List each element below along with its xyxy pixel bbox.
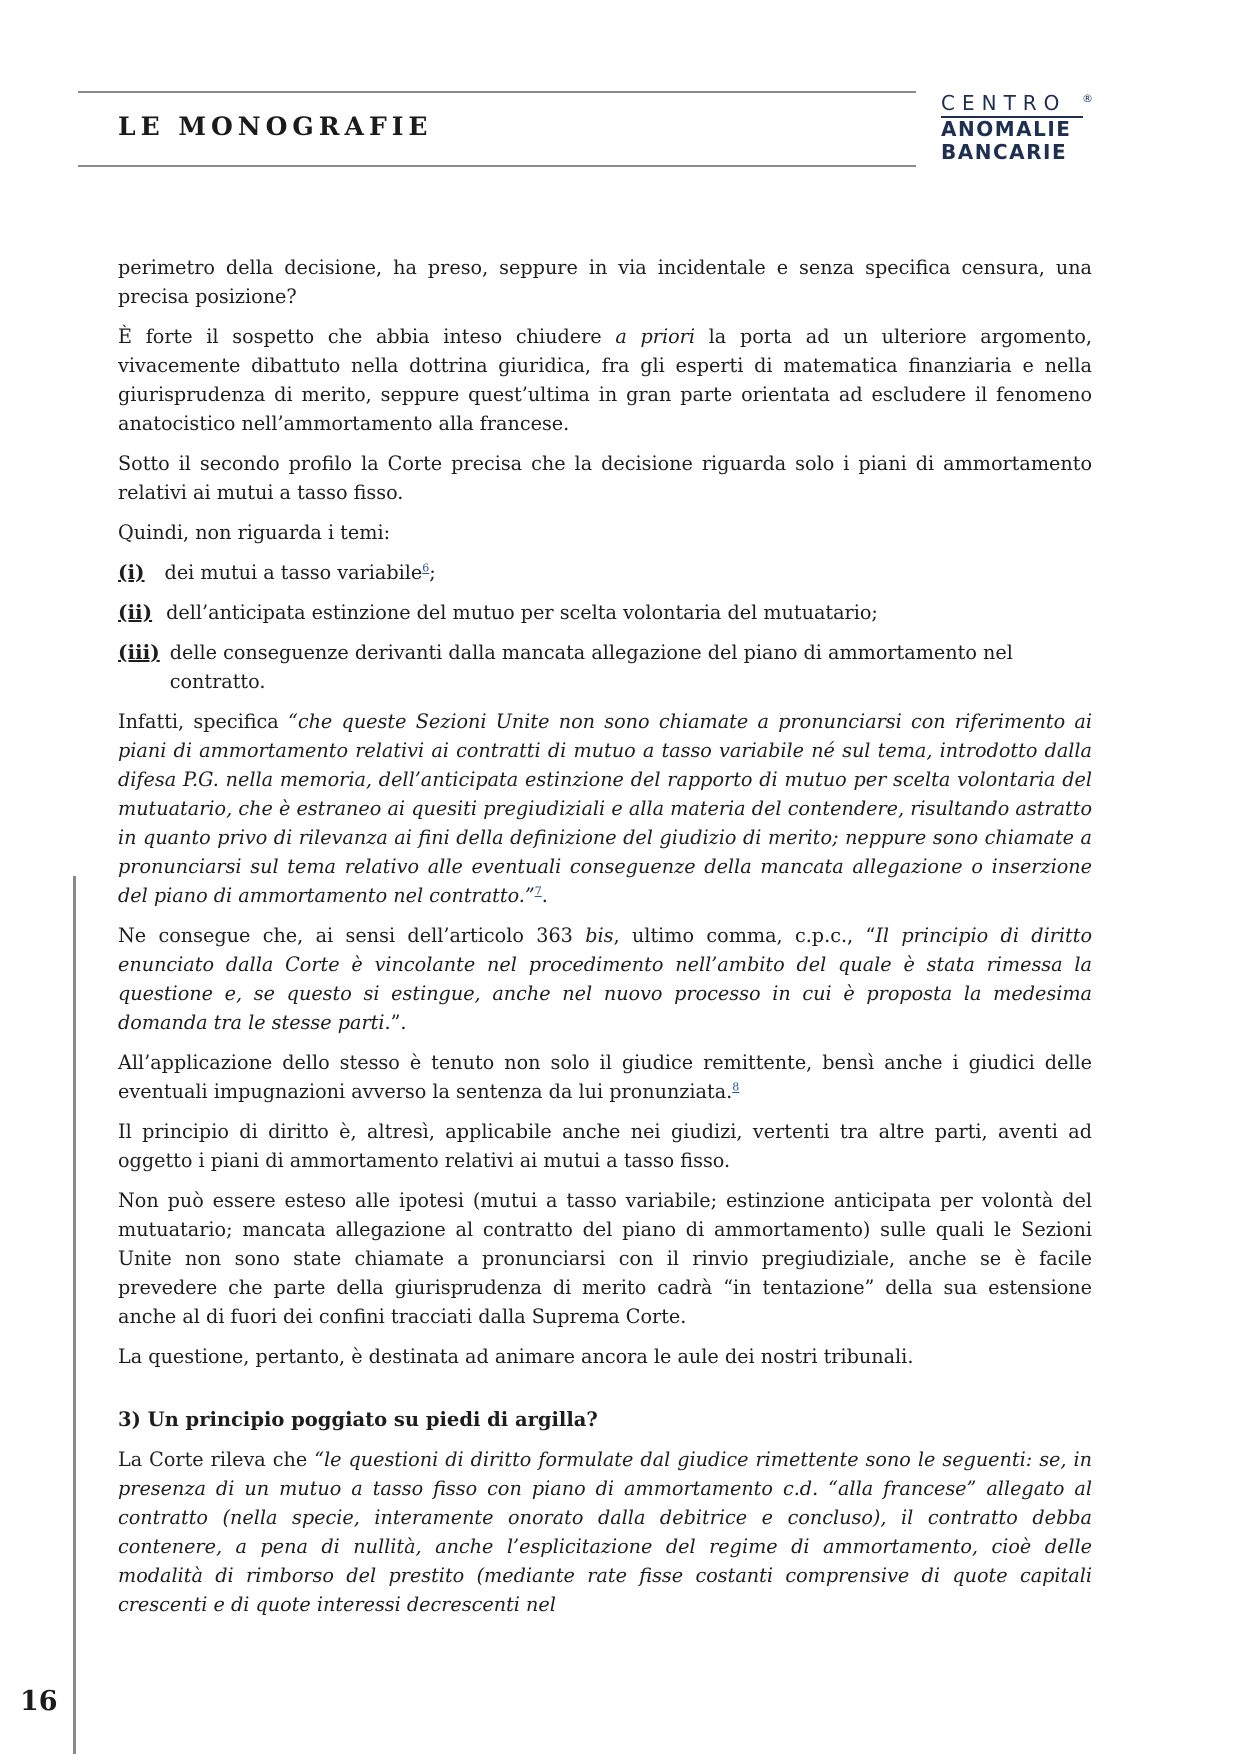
paragraph-2-italic: a priori xyxy=(615,325,695,348)
paragraph-11-quote: “le questioni di diritto formulate dal giudice rimettente sono le seguenti: se, in presenza di un mutuo a tasso fisso con piano di ammortamento c.d. “alla francese” allegato al contratto (nella specie, interamente onorato dalla debitrice e concluso), il contratto debba contenere, a pena di nullità, anche l’esplicitazione del regime di ammortamento, cioè delle modalità di rimborso del prestito (mediante rate fisse costanti comprensive di quote capitali crescenti e di quote interessi decrescenti nel xyxy=(118,1448,1092,1616)
paragraph-2-text-a: È forte il sospetto che abbia inteso chiudere xyxy=(118,325,616,348)
header-top-rule xyxy=(78,91,916,93)
list-marker: (i) xyxy=(118,560,145,584)
paragraph-6-text-b: , ultimo comma, c.p.c., “ xyxy=(613,924,876,947)
paragraph-9: Non può essere esteso alle ipotesi (mutui a tasso variabile; estinzione anticipata per volontà del mutuatario; mancata allegazione al contratto del piano di ammortamento) sulle quali le Sezioni Unite non sono state chiamate a pronunciarsi con il rinvio pregiudiziale, anche se è facile prevedere che parte della giurisprudenza di merito cadrà “in tentazione” della sua estensione anche al di fuori dei confini tracciati dalla Suprema Corte. xyxy=(118,1189,1092,1328)
paragraph-11-text: La Corte rileva che xyxy=(118,1448,315,1471)
paragraph-3: Sotto il secondo profilo la Corte precisa che la decisione riguarda solo i piani di ammortamento relativi ai mutui a tasso fisso. xyxy=(118,452,1092,504)
centro-anomalie-bancarie-logo xyxy=(941,92,1091,164)
paragraph-6-end: ”. xyxy=(390,1011,407,1034)
footnote-link-7[interactable]: 7 xyxy=(534,884,542,898)
paragraph-6-bis: bis xyxy=(585,924,614,947)
registered-mark: ® xyxy=(1082,92,1093,105)
paragraph-11 xyxy=(118,1445,1092,1619)
list-item-iii xyxy=(118,638,1092,696)
paragraph-2-text-b: la porta ad un ulteriore argomento, vivacemente dibattuto nella dottrina giuridica, fra gli esperti di matematica finanziaria e nella giurisprudenza di merito, seppure quest’ultima in gran parte orientata ad escludere il fenomeno anatocistico nell’ammortamento alla francese. xyxy=(118,325,1092,435)
logo-line-anomalie: ANOMALIE xyxy=(941,117,1072,141)
paragraph-1: perimetro della decisione, ha preso, seppure in via incidentale e senza specifica censura, una precisa posizione? xyxy=(118,256,1092,308)
footnote-link-8[interactable]: 8 xyxy=(732,1080,740,1094)
paragraph-8: Il principio di diritto è, altresì, applicabile anche nei giudizi, vertenti tra altre parti, aventi ad oggetto i piani di ammortamento relativi ai mutui a tasso fisso. xyxy=(118,1120,1092,1172)
paragraph-6-text-a: Ne consegue che, ai sensi dell’articolo 363 xyxy=(118,924,586,947)
logo-line-centro xyxy=(941,92,1091,114)
paragraph-5-quote: “che queste Sezioni Unite non sono chiamate a pronunciarsi con riferimento ai piani di ammortamento relativi ai contratti di mutuo a tasso variabile né sul tema, introdotto dalla difesa P.G. nella memoria, dell’anticipata estinzione del rapporto di mutuo per scelta volontaria del mutuatario, che è estraneo ai quesiti pregiudiziali e alla materia del contendere, risultando astratto in quanto privo di rilevanza ai fini della definizione del giudizio di merito; neppure sono chiamate a pronunciarsi sul tema relativo alle eventuali conseguenze della mancata allegazione o inserzione del piano di ammortamento nel contratto.” xyxy=(118,710,1093,907)
series-title: LE MONOGRAFIE xyxy=(118,112,433,141)
paragraph-5-end: . xyxy=(541,884,548,907)
paragraph-7 xyxy=(118,1048,1092,1106)
list-item-i xyxy=(118,558,1092,587)
paragraph-5-text: Infatti, specifica xyxy=(118,710,289,733)
page-margin-rule xyxy=(73,876,76,1754)
document-body xyxy=(118,253,1092,1630)
paragraph-10: La questione, pertanto, è destinata ad animare ancora le aule dei nostri tribunali. xyxy=(118,1345,914,1368)
list-item-text-content: dei mutui a tasso variabile xyxy=(164,561,423,584)
page-number: 16 xyxy=(20,1686,58,1717)
paragraph-4: Quindi, non riguarda i temi: xyxy=(118,521,391,544)
paragraph-2 xyxy=(118,322,1092,438)
logo-line-bancarie: BANCARIE xyxy=(941,140,1068,164)
list-item-ii xyxy=(118,598,1092,627)
paragraph-5 xyxy=(118,707,1092,910)
list-marker: (ii) xyxy=(118,600,153,624)
paragraph-6-quote: Il principio di diritto enunciato dalla Corte è vincolante nel procedimento nell’ambito del quale è stata rimessa la questione e, se questo si estingue, anche nel nuovo processo in cui è proposta la medesima domanda tra le stesse parti. xyxy=(118,924,1093,1034)
paragraph-6 xyxy=(118,921,1092,1037)
list-item-text xyxy=(165,558,436,587)
logo-centro-text: CENTRO xyxy=(941,91,1067,115)
paragraph-7-text: All’applicazione dello stesso è tenuto non solo il giudice remittente, bensì anche i giudici delle eventuali impugnazioni avverso la sentenza da lui pronunziata. xyxy=(118,1051,1092,1103)
list-item-text: dell’anticipata estinzione del mutuo per scelta volontaria del mutuatario; xyxy=(166,601,878,624)
list-marker: (iii) xyxy=(118,640,160,664)
list-item-punctuation: ; xyxy=(429,561,436,584)
header-bottom-rule xyxy=(78,165,916,167)
list-item-text: delle conseguenze derivanti dalla mancata allegazione del piano di ammortamento nel contratto. xyxy=(169,641,1013,693)
section-heading: 3) Un principio poggiato su piedi di argilla? xyxy=(118,1408,598,1431)
footnote-link-6[interactable]: 6 xyxy=(422,561,430,575)
